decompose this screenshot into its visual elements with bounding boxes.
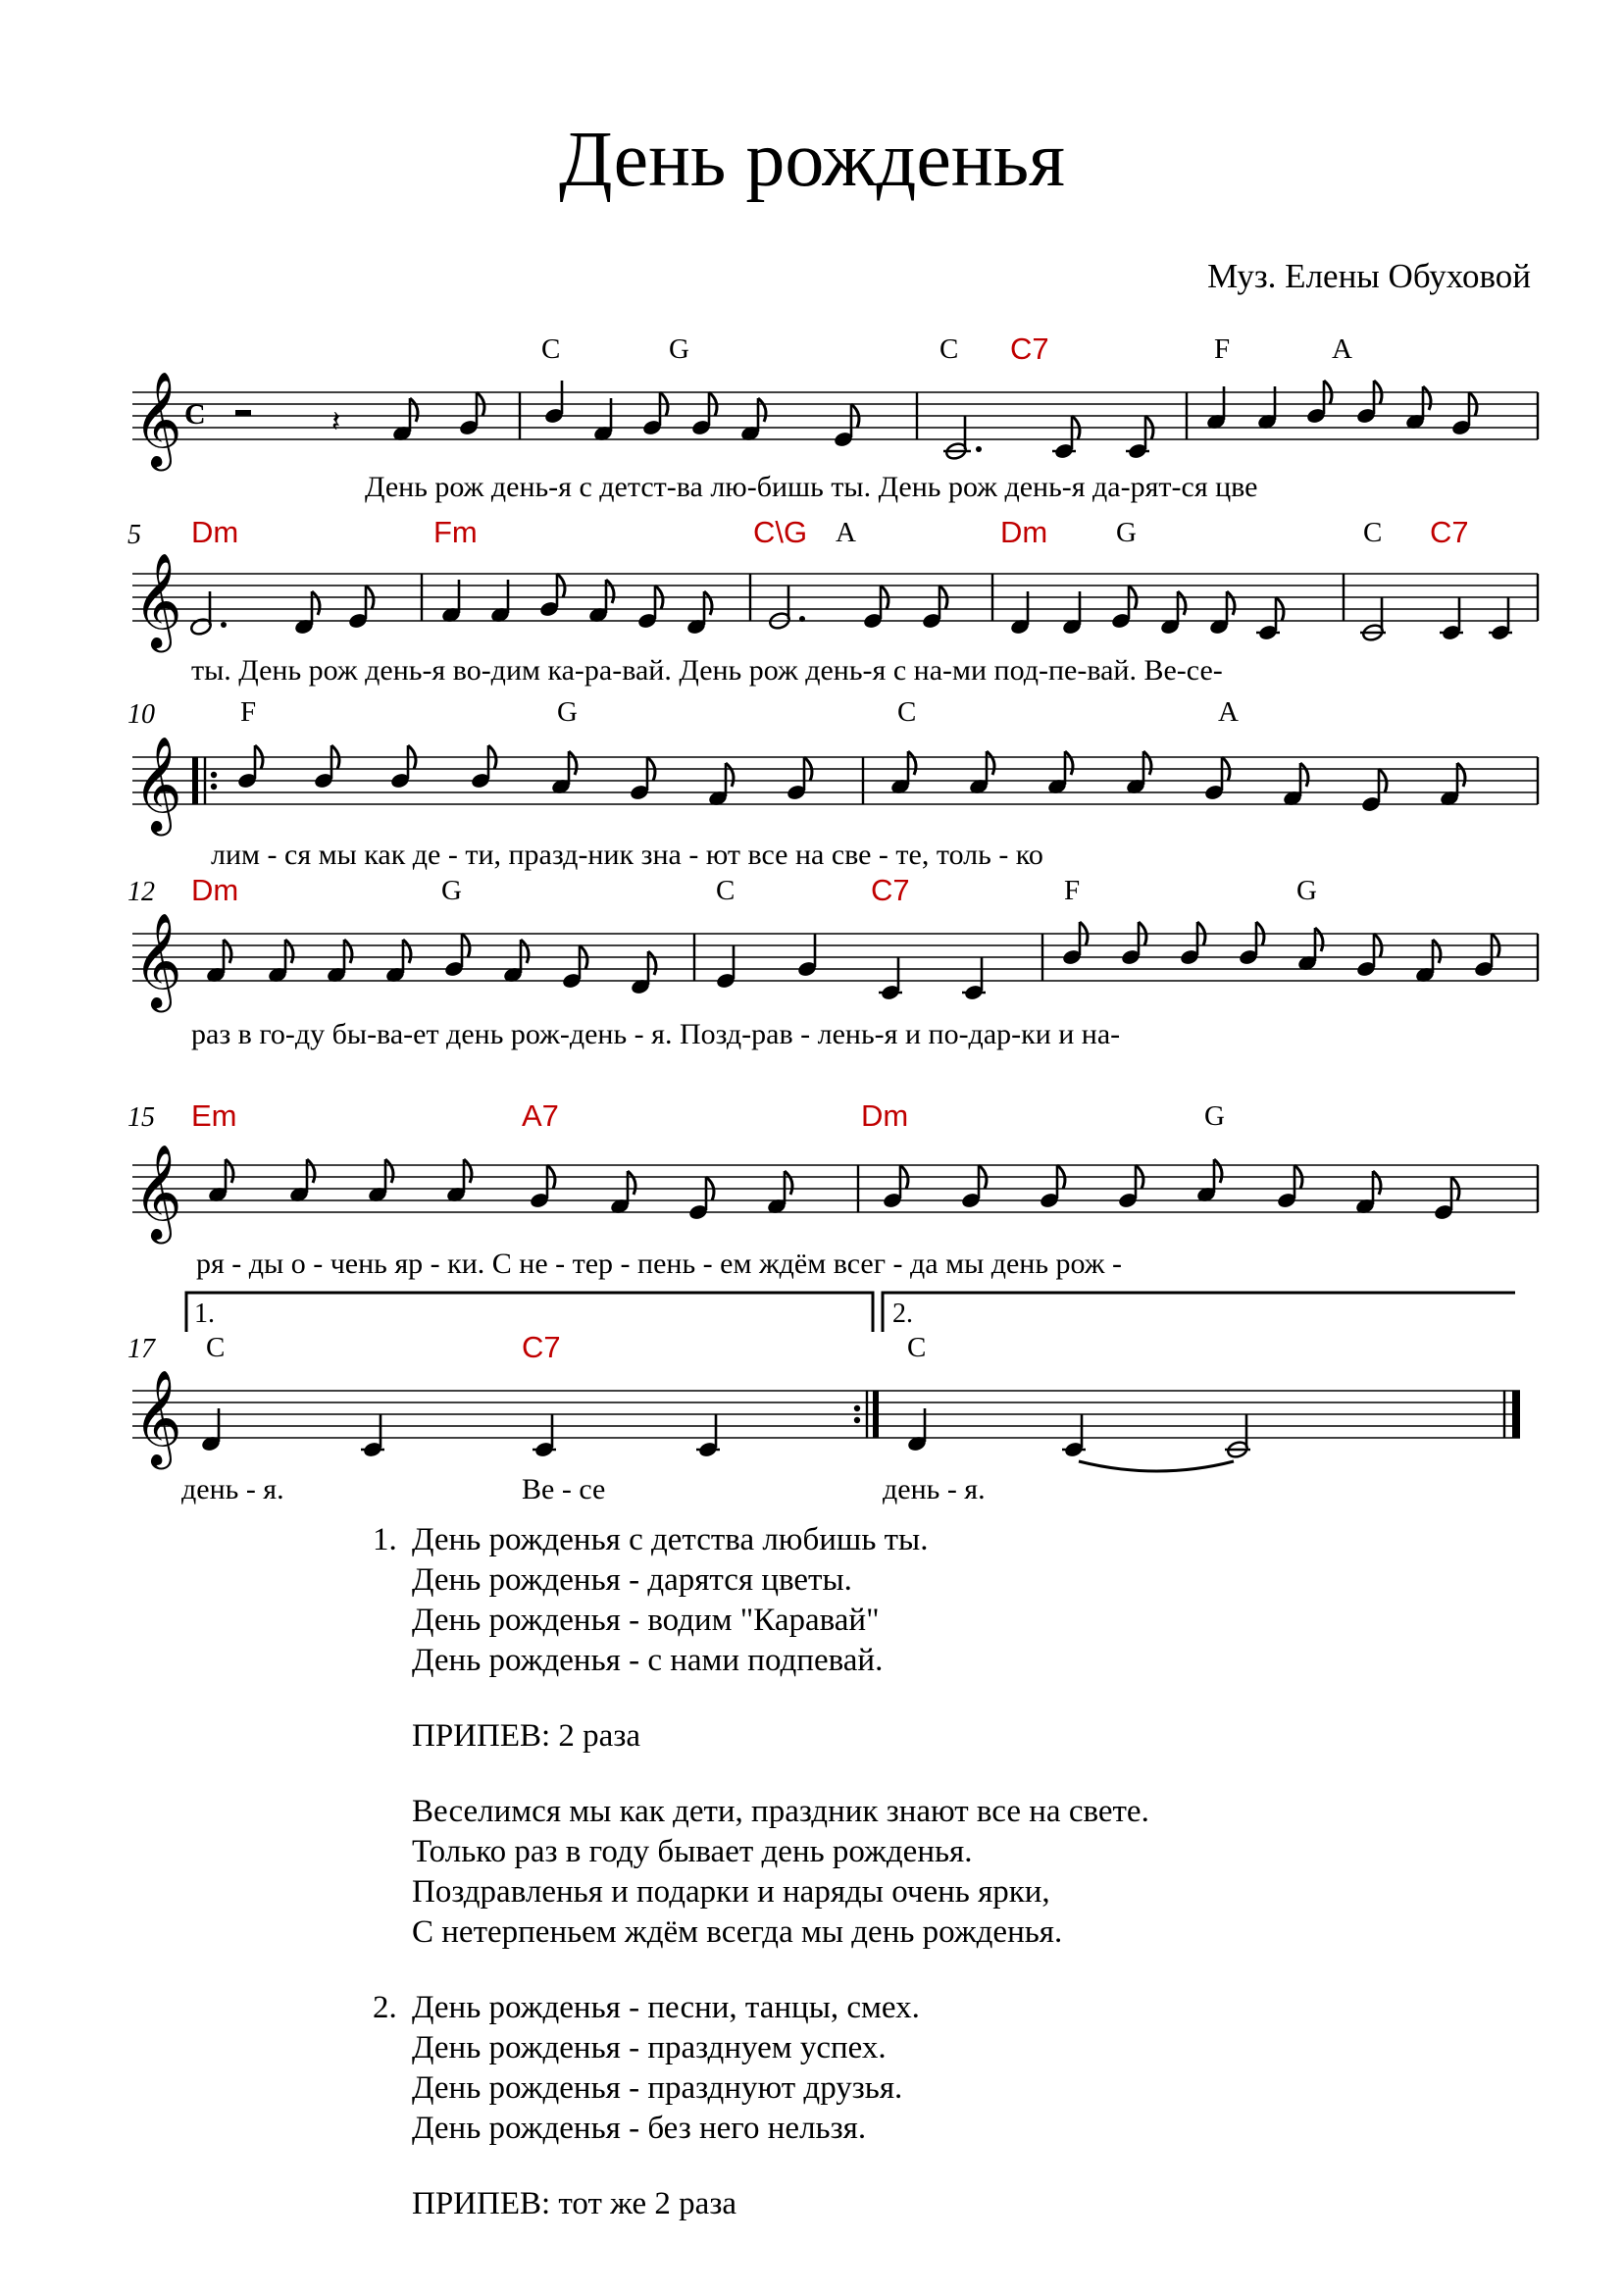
chord-symbol: Fm — [433, 515, 478, 549]
measure-number: 17 — [127, 1334, 155, 1364]
lyrics-line: день - я. — [883, 1473, 986, 1505]
quarter-rest-icon: 𝄽 — [331, 405, 341, 439]
chord-symbol: C — [907, 1332, 927, 1363]
staff-system-6 — [0, 1285, 1624, 1510]
chord-symbol: C — [206, 1332, 226, 1363]
page-title: День рожденья — [559, 117, 1065, 203]
verse-line: День рожденья - празднуем успех. — [412, 2030, 887, 2065]
chorus-text — [412, 1792, 1149, 1953]
chord-symbol: Dm — [191, 873, 239, 907]
chord-symbol: F — [1064, 875, 1081, 906]
volta-label-1: 1. — [194, 1299, 215, 1329]
chord-symbol: C — [716, 875, 736, 906]
treble-clef-icon: 𝄞 — [133, 736, 182, 832]
chord-symbol: C7 — [871, 873, 910, 907]
treble-clef-icon: 𝄞 — [133, 552, 182, 648]
staff-system-4 — [0, 873, 1624, 1050]
verse-line: ПРИПЕВ: 2 раза — [412, 1718, 641, 1754]
volta-brackets — [0, 1285, 1624, 1344]
chord-symbol: Em — [191, 1098, 237, 1133]
lyrics-line: Ве - се — [522, 1473, 606, 1505]
measure-number: 15 — [127, 1102, 155, 1133]
treble-clef-icon: 𝄞 — [133, 1369, 182, 1465]
measure-number: 12 — [127, 877, 155, 907]
lyrics-line: день - я. — [181, 1473, 284, 1505]
measure-number: 5 — [127, 520, 141, 550]
notes — [200, 1408, 1250, 1471]
chord-symbol: F — [240, 696, 257, 728]
chord-symbol: C — [1363, 517, 1383, 548]
verse-1 — [373, 1520, 1149, 1681]
chord-symbol: G — [557, 696, 578, 728]
music-staff — [0, 738, 1624, 855]
chord-symbol: C — [939, 333, 959, 365]
chord-symbol: G — [669, 333, 689, 365]
treble-clef-icon: 𝄞 — [133, 912, 182, 1008]
verses-text — [373, 1520, 1149, 2260]
chorus-note-2 — [412, 2184, 1149, 2224]
chord-symbol: Dm — [191, 515, 239, 549]
measure-number: 10 — [127, 699, 155, 730]
verse-line: Только раз в году бывает день рожденья. — [412, 1834, 973, 1869]
chord-symbol: G — [441, 875, 462, 906]
verse-number: 2. — [373, 1990, 397, 2025]
verse-line: 2. День рожденья - песни, танцы, смех. — [412, 1988, 1149, 2028]
staff-system-1 — [0, 331, 1624, 503]
chord-symbol: A — [1218, 696, 1239, 728]
chord-symbol: Dm — [861, 1098, 909, 1133]
half-rest-icon — [235, 410, 251, 416]
verse-line: С нетерпеньем ждём всегда мы день рожденья. — [412, 1914, 1063, 1950]
chord-symbol: A — [836, 517, 856, 548]
lyrics-line: ты. День рож день-я во-дим ка-ра-вай. День рож день-я с на-ми под-пе-вай. Ве-се- — [191, 654, 1223, 687]
music-staff — [0, 914, 1624, 1032]
staff-system-2 — [0, 515, 1624, 687]
chord-symbol: C7 — [522, 1330, 561, 1364]
chord-symbol: A7 — [522, 1098, 559, 1133]
verse-line: Поздравленья и подарки и наряды очень ярки, — [412, 1874, 1050, 1910]
lyrics-line: раз в го-ду бы-ва-ет день рож-день - я. Позд-рав - лень-я и по-дар-ки и на- — [191, 1018, 1121, 1050]
chord-symbol: F — [1214, 333, 1231, 365]
chord-symbol: C — [541, 333, 561, 365]
chord-symbol: C\G — [753, 515, 808, 549]
chord-symbol: C7 — [1010, 331, 1049, 366]
treble-clef-icon: 𝄞 — [133, 371, 182, 467]
verse-line: День рожденья - дарятся цветы. — [412, 1562, 852, 1598]
verse-line: 1. День рожденья с детства любишь ты. — [412, 1520, 1149, 1560]
verse-number: 1. — [373, 1522, 397, 1557]
chord-symbol: G — [1204, 1100, 1225, 1132]
chord-symbol: G — [1116, 517, 1137, 548]
chord-symbol: Dm — [1000, 515, 1048, 549]
composer-credit: Муз. Елены Обуховой — [1207, 257, 1531, 295]
verse-line: День рожденья - с нами подпевай. — [412, 1643, 884, 1678]
lyrics-line: ря - ды о - чень яр - ки. С не - тер - пень - ем ждём всег - да мы день рож - — [196, 1248, 1123, 1280]
chord-symbol: A — [1332, 333, 1352, 365]
chord-symbol: C7 — [1430, 515, 1469, 549]
staff-system-3 — [0, 696, 1624, 871]
chord-symbol: C — [897, 696, 917, 728]
verse-line: День рожденья - празднуют друзья. — [412, 2070, 903, 2106]
notes — [236, 745, 1465, 813]
verse-line: Веселимся мы как дети, праздник знают все на свете. — [412, 1794, 1149, 1829]
chord-symbol: G — [1296, 875, 1317, 906]
lyrics-line: лим - ся мы как де - ти, празд-ник зна - ют все на све - те, толь - ко — [211, 839, 1043, 871]
time-signature: C — [184, 398, 206, 431]
staff-lines — [132, 392, 1538, 439]
verse-2 — [373, 1988, 1149, 2149]
lyrics-line: День рож день-я с детст-ва лю-бишь ты. День рож день-я да-рят-ся цве — [365, 471, 1258, 503]
verse-line: День рожденья - водим "Каравай" — [412, 1603, 880, 1638]
music-staff — [0, 1146, 1624, 1263]
staff-system-5 — [0, 1098, 1624, 1280]
volta-label-2: 2. — [892, 1299, 913, 1329]
music-staff — [0, 1371, 1624, 1489]
tie — [1079, 1461, 1234, 1471]
verse-line: День рожденья - без него нельзя. — [412, 2111, 867, 2146]
treble-clef-icon: 𝄞 — [133, 1144, 182, 1240]
verse-line: ПРИПЕВ: тот же 2 раза — [412, 2186, 736, 2221]
notes — [189, 574, 1512, 642]
chorus-note — [412, 1716, 1149, 1757]
